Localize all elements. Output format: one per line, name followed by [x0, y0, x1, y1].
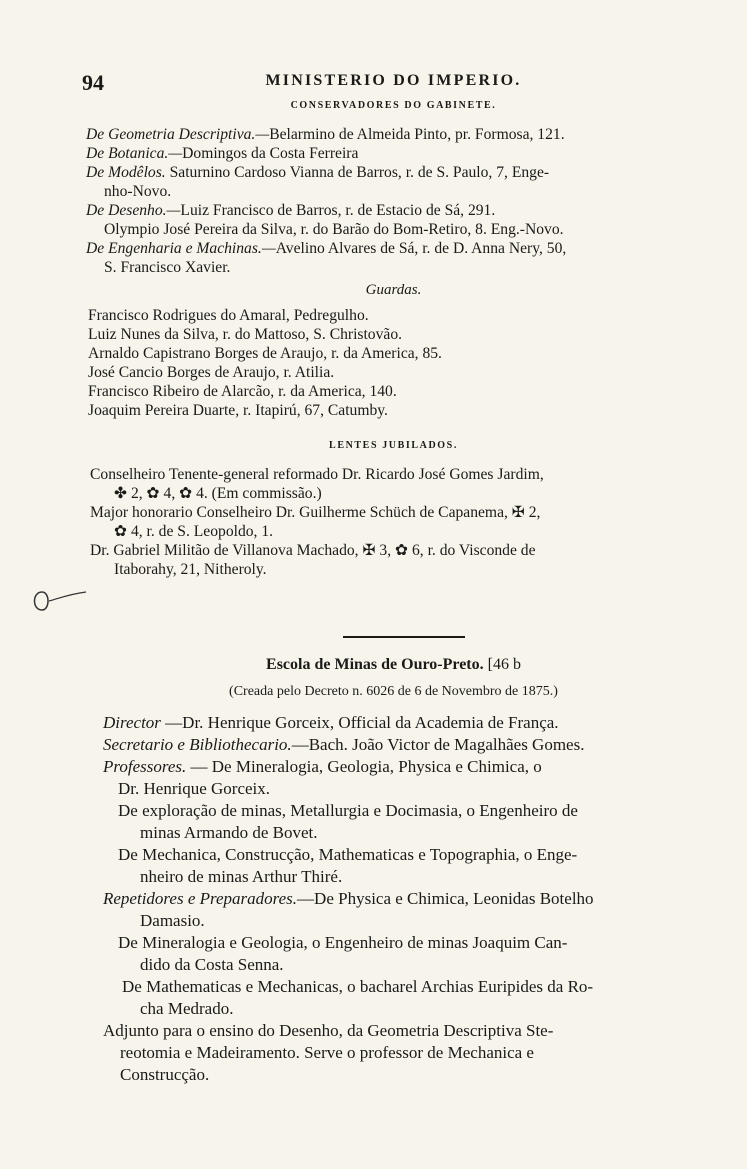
- guarda-item: Joaquim Pereira Duarte, r. Itapirú, 67, Catumby.: [88, 402, 388, 419]
- escola-continuation: cha Medrado.: [140, 999, 234, 1018]
- lente-continuation: ✤ 2, ✿ 4, ✿ 4. (Em commissão.): [114, 485, 322, 502]
- escola-heading: Escola de Minas de Ouro-Preto. [46 b: [266, 656, 521, 673]
- escola-continuation: Dr. Henrique Gorceix.: [118, 779, 271, 798]
- guarda-item: Luiz Nunes da Silva, r. do Mattoso, S. Christovão.: [88, 326, 403, 343]
- escola-line: Professores. — De Mineralogia, Geologia, Physica e Chimica, o: [103, 757, 542, 776]
- section-subtitle: CONSERVADORES DO GABINETE.: [290, 100, 497, 111]
- page-number: 94: [82, 70, 104, 95]
- escola-sub-line: De Mineralogia e Geologia, o Engenheiro de minas Joaquim Can-: [118, 933, 568, 952]
- conservador-continuation: S. Francisco Xavier.: [104, 259, 231, 276]
- escola-continuation: Damasio.: [140, 911, 205, 930]
- escola-continuation: Construcção.: [120, 1065, 210, 1084]
- conservador-entry: De Geometria Descriptiva.—Belarmino de Almeida Pinto, pr. Formosa, 121.: [86, 126, 565, 143]
- escola-line: Secretario e Bibliothecario.—Bach. João Victor de Magalhães Gomes.: [103, 735, 585, 754]
- conservador-entry: De Botanica.—Domingos da Costa Ferreira: [86, 145, 359, 162]
- conservador-entry: De Modêlos. Saturnino Cardoso Vianna de Barros, r. de S. Paulo, 7, Enge-: [86, 164, 550, 181]
- escola-continuation: reotomia e Madeiramento. Serve o professor de Mechanica e: [120, 1043, 534, 1062]
- lente-continuation: ✿ 4, r. de S. Leopoldo, 1.: [114, 523, 274, 540]
- guardas-heading: Guardas.: [365, 282, 422, 298]
- lente-entry: Major honorario Conselheiro Dr. Guilherme Schüch de Capanema, ✠ 2,: [90, 504, 541, 521]
- conservador-continuation: Olympio José Pereira da Silva, r. do Barão do Bom-Retiro, 8. Eng.-Novo.: [104, 221, 564, 238]
- escola-continuation: minas Armando de Bovet.: [140, 823, 318, 842]
- escola-sub-line: De Mechanica, Construcção, Mathematicas e Topographia, o Enge-: [118, 845, 578, 864]
- escola-line: Director —Dr. Henrique Gorceix, Official da Academia de França.: [103, 713, 559, 732]
- guarda-item: José Cancio Borges de Araujo, r. Atilia.: [88, 364, 335, 381]
- lente-entry: Dr. Gabriel Militão de Villanova Machado, ✠ 3, ✿ 6, r. do Visconde de: [90, 542, 536, 559]
- conservador-entry: De Desenho.—Luiz Francisco de Barros, r. de Estacio de Sá, 291.: [86, 202, 496, 219]
- lente-entry: Conselheiro Tenente-general reformado Dr. Ricardo José Gomes Jardim,: [90, 466, 544, 483]
- conservador-continuation: nho-Novo.: [104, 183, 172, 200]
- section-divider: [343, 636, 465, 638]
- escola-sub-line: De exploração de minas, Metallurgia e Docimasia, o Engenheiro de: [118, 801, 578, 820]
- escola-continuation: dido da Costa Senna.: [140, 955, 284, 974]
- guarda-item: Francisco Rodrigues do Amaral, Pedregulho.: [88, 307, 369, 324]
- escola-continuation: nheiro de minas Arthur Thiré.: [140, 867, 343, 886]
- escola-line: Repetidores e Preparadores.—De Physica e Chimica, Leonidas Botelho: [103, 889, 594, 908]
- conservador-entry: De Engenharia e Machinas.—Avelino Alvares de Sá, r. de D. Anna Nery, 50,: [86, 240, 567, 257]
- guarda-item: Francisco Ribeiro de Alarcão, r. da America, 140.: [88, 383, 397, 400]
- escola-founded: (Creada pelo Decreto n. 6026 de 6 de Novembro de 1875.): [229, 684, 558, 699]
- guarda-item: Arnaldo Capistrano Borges de Araujo, r. da America, 85.: [88, 345, 442, 362]
- handwritten-mark-icon: [30, 586, 90, 614]
- running-title: MINISTERIO DO IMPERIO.: [265, 72, 522, 89]
- lentes-heading: LENTES JUBILADOS.: [329, 440, 458, 451]
- escola-sub-line: De Mathematicas e Mechanicas, o bacharel Archias Euripides da Ro-: [122, 977, 594, 996]
- lente-continuation: Itaborahy, 21, Nitheroly.: [114, 561, 267, 578]
- escola-sub-line: Adjunto para o ensino do Desenho, da Geometria Descriptiva Ste-: [103, 1021, 554, 1040]
